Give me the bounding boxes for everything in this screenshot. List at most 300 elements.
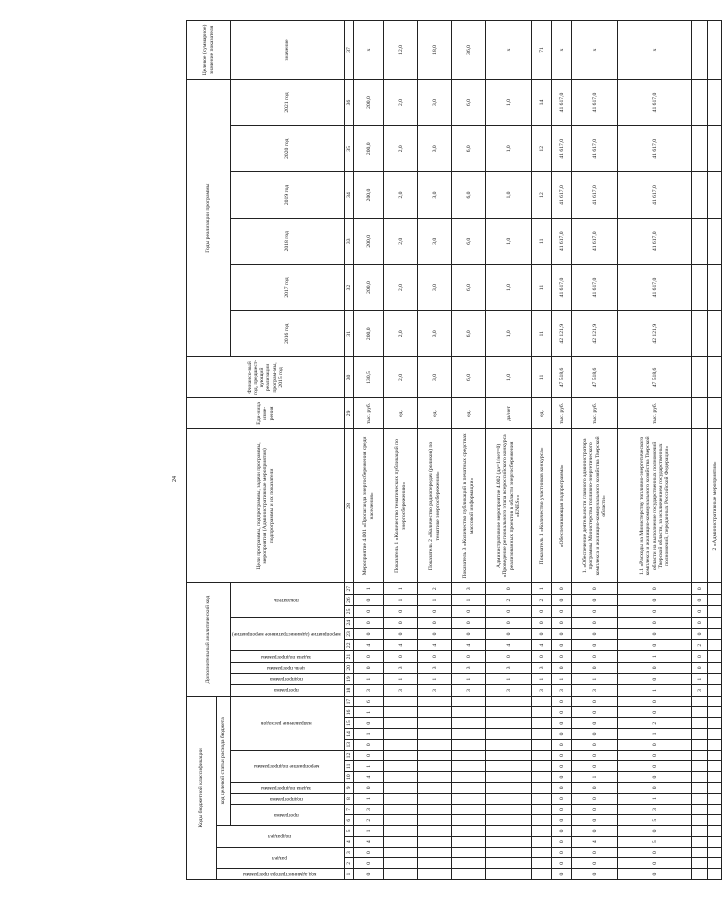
row-fin-year: 2,0	[384, 357, 418, 398]
code-cell: 2	[418, 583, 452, 594]
row-target: х	[552, 21, 572, 80]
header-section	[217, 847, 345, 869]
code-cell: 0	[618, 617, 692, 628]
row-year-value: 12	[532, 126, 552, 172]
row-year-value: 42 121,9	[572, 311, 618, 357]
code-cell	[384, 761, 418, 772]
code-cell: 1	[418, 674, 452, 685]
code-cell: 2	[692, 640, 708, 651]
row-year-value	[692, 126, 708, 172]
code-cell	[384, 836, 418, 847]
code-cell: 0	[572, 782, 618, 793]
row-year-value: 41 617,0	[618, 264, 692, 310]
code-cell: 0	[354, 847, 384, 858]
column-number: 14	[344, 729, 353, 740]
code-cell	[418, 718, 452, 729]
code-cell	[486, 729, 532, 740]
code-cell	[452, 750, 486, 761]
code-cell	[384, 804, 418, 815]
code-cell: 0	[552, 739, 572, 750]
row-year-value	[708, 172, 722, 218]
table-row	[354, 21, 384, 880]
header-admin-code	[217, 869, 345, 880]
code-cell	[708, 696, 722, 707]
row-year-value: 41 617,0	[572, 126, 618, 172]
code-cell	[692, 826, 708, 837]
header-article-4-label: мероприятие подпрограммы	[253, 763, 319, 770]
column-number: 31	[344, 311, 353, 357]
code-cell	[486, 696, 532, 707]
row-target	[692, 21, 708, 80]
code-cell: 0	[572, 739, 618, 750]
code-cell	[486, 707, 532, 718]
column-number: 28	[344, 429, 353, 583]
header-subsection	[217, 826, 345, 848]
header-analytic-3	[231, 662, 345, 673]
table-row	[552, 21, 572, 880]
row-year-value: 2,0	[384, 264, 418, 310]
code-cell	[384, 707, 418, 718]
code-cell	[708, 718, 722, 729]
code-cell	[452, 836, 486, 847]
code-cell: 0	[618, 847, 692, 858]
code-cell: 1	[572, 772, 618, 783]
code-cell	[708, 869, 722, 880]
row-text: Административное мероприятие 4.002 (да=1/нет=0) «Проведение регионального этапа всероссийского конкурса реализованных проектов в области энергосбережения «ENES»»	[486, 429, 532, 583]
code-cell: 1	[354, 583, 384, 594]
row-year-value: 200,0	[354, 264, 384, 310]
code-cell: 1	[486, 674, 532, 685]
row-fin-year	[692, 357, 708, 398]
code-cell: 0	[618, 707, 692, 718]
code-cell: 0	[618, 628, 692, 639]
code-cell: 4	[486, 640, 532, 651]
row-year-value: 3,0	[418, 79, 452, 125]
code-cell	[418, 804, 452, 815]
code-cell	[384, 729, 418, 740]
code-cell	[532, 729, 552, 740]
row-unit: тыс. руб.	[552, 398, 572, 429]
column-number: 12	[344, 750, 353, 761]
code-cell	[384, 739, 418, 750]
code-cell	[692, 761, 708, 772]
code-cell: 0	[618, 750, 692, 761]
code-cell	[384, 750, 418, 761]
code-cell	[708, 847, 722, 858]
header-article-3-label: задача подпрограммы	[261, 784, 312, 791]
header-year-2: 2017 год	[231, 264, 345, 310]
column-number: 25	[344, 606, 353, 617]
code-cell: 3	[572, 685, 618, 696]
code-cell: 0	[384, 606, 418, 617]
code-cell	[384, 858, 418, 869]
code-cell: 0	[552, 869, 572, 880]
code-cell: 0	[552, 662, 572, 673]
code-cell	[452, 739, 486, 750]
code-cell: 1	[354, 793, 384, 804]
row-unit	[708, 398, 722, 429]
code-cell	[486, 793, 532, 804]
header-analytic-4	[231, 651, 345, 662]
row-year-value: 1,0	[486, 218, 532, 264]
code-cell: 1	[532, 583, 552, 594]
code-cell: 0	[572, 847, 618, 858]
code-cell: 1	[618, 651, 692, 662]
code-cell	[708, 750, 722, 761]
column-number: 29	[344, 398, 353, 429]
row-year-value: 1,0	[486, 264, 532, 310]
code-cell: 0	[418, 617, 452, 628]
header-analytic-5-label: мероприятие (административное мероприятие)	[232, 631, 341, 637]
code-cell: 0	[354, 782, 384, 793]
row-year-value: 11	[532, 218, 552, 264]
code-cell	[692, 729, 708, 740]
row-target: х	[618, 21, 692, 80]
code-cell: 0	[572, 858, 618, 869]
code-cell	[708, 729, 722, 740]
row-target	[708, 21, 722, 80]
column-number: 23	[344, 628, 353, 639]
code-cell: 1	[384, 594, 418, 605]
code-cell	[452, 815, 486, 826]
header-subsection-label: подраздел	[267, 833, 291, 840]
code-cell: 0	[552, 793, 572, 804]
row-fin-year	[708, 357, 722, 398]
code-cell	[486, 718, 532, 729]
column-number: 24	[344, 617, 353, 628]
header-article-5-label: направление расходов	[260, 720, 312, 727]
code-cell	[692, 782, 708, 793]
code-cell: 0	[572, 729, 618, 740]
code-cell	[708, 583, 722, 594]
code-cell: 2	[486, 594, 532, 605]
code-cell: 3	[486, 685, 532, 696]
row-year-value: 41 617,0	[552, 218, 572, 264]
code-cell: 0	[572, 662, 618, 673]
code-cell: 3	[692, 685, 708, 696]
row-year-value: 200,0	[354, 172, 384, 218]
code-cell	[692, 718, 708, 729]
code-cell: 0	[532, 651, 552, 662]
code-cell: 0	[354, 718, 384, 729]
code-cell: 0	[618, 606, 692, 617]
code-cell: 1	[452, 594, 486, 605]
code-cell	[384, 718, 418, 729]
code-cell: 0	[552, 696, 572, 707]
row-fin-year: 47 518,6	[618, 357, 692, 398]
row-year-value	[692, 218, 708, 264]
table-row	[572, 21, 618, 880]
row-year-value: 6,0	[452, 79, 486, 125]
code-cell	[692, 847, 708, 858]
column-number: 5	[344, 826, 353, 837]
header-target-article: код целевой статьи расхода бюджета	[217, 696, 231, 825]
code-cell	[452, 718, 486, 729]
row-year-value: 41 617,0	[572, 172, 618, 218]
code-cell	[452, 804, 486, 815]
code-cell: 0	[452, 606, 486, 617]
row-text	[692, 429, 708, 583]
code-cell: 1	[618, 729, 692, 740]
row-year-value: 42 121,9	[618, 311, 692, 357]
code-cell: 0	[486, 583, 532, 594]
code-cell: 3	[354, 804, 384, 815]
code-cell: 3	[532, 662, 552, 673]
row-year-value: 41 617,0	[618, 218, 692, 264]
row-year-value: 41 617,0	[618, 172, 692, 218]
code-cell: 0	[572, 718, 618, 729]
page-number: 24	[172, 476, 178, 482]
column-number: 13	[344, 739, 353, 750]
code-cell: 0	[692, 594, 708, 605]
row-year-value: 12	[532, 172, 552, 218]
code-cell	[486, 739, 532, 750]
code-cell	[532, 869, 552, 880]
code-cell	[486, 858, 532, 869]
code-cell	[452, 793, 486, 804]
row-unit: ед.	[532, 398, 552, 429]
row-fin-year: 47 518,6	[572, 357, 618, 398]
code-cell: 0	[618, 696, 692, 707]
code-cell: 4	[354, 772, 384, 783]
code-cell: 0	[418, 651, 452, 662]
code-cell: 1	[572, 674, 618, 685]
code-cell	[692, 793, 708, 804]
code-cell	[708, 782, 722, 793]
code-cell: 1	[692, 674, 708, 685]
code-cell	[532, 761, 552, 772]
column-number: 19	[344, 674, 353, 685]
code-cell	[384, 696, 418, 707]
code-cell	[384, 772, 418, 783]
code-cell	[692, 804, 708, 815]
header-analytic-1-label: программа	[273, 687, 299, 694]
row-year-value	[708, 126, 722, 172]
code-cell	[532, 772, 552, 783]
code-cell	[486, 804, 532, 815]
column-number: 3	[344, 847, 353, 858]
code-cell: 0	[572, 815, 618, 826]
header-article-2	[231, 793, 345, 804]
code-cell	[708, 674, 722, 685]
code-cell: 1	[618, 793, 692, 804]
code-cell	[452, 782, 486, 793]
code-cell: 3	[452, 685, 486, 696]
code-cell	[692, 772, 708, 783]
row-year-value: 200,0	[354, 126, 384, 172]
row-year-value: 2,0	[384, 218, 418, 264]
code-cell: 1	[354, 826, 384, 837]
code-cell: 0	[692, 651, 708, 662]
header-article-3	[231, 782, 345, 793]
code-cell: 4	[384, 640, 418, 651]
column-number: 30	[344, 357, 353, 398]
row-unit: ед.	[384, 398, 418, 429]
code-cell	[708, 628, 722, 639]
row-year-value: 11	[532, 264, 552, 310]
row-target: х	[354, 21, 384, 80]
column-number: 7	[344, 804, 353, 815]
code-cell: 0	[532, 617, 552, 628]
code-cell	[418, 739, 452, 750]
row-year-value	[692, 79, 708, 125]
code-cell: 0	[618, 782, 692, 793]
table-row	[418, 21, 452, 880]
code-cell: 0	[572, 761, 618, 772]
code-cell: 1	[354, 707, 384, 718]
code-cell: 5	[618, 815, 692, 826]
code-cell	[692, 815, 708, 826]
column-number: 22	[344, 640, 353, 651]
row-year-value: 200,0	[354, 311, 384, 357]
row-year-value: 200,0	[354, 79, 384, 125]
row-year-value	[692, 311, 708, 357]
row-unit: тыс. руб.	[572, 398, 618, 429]
code-cell	[452, 761, 486, 772]
row-year-value	[708, 264, 722, 310]
code-cell	[708, 606, 722, 617]
row-year-value	[708, 218, 722, 264]
code-cell: 3	[354, 685, 384, 696]
code-cell	[532, 815, 552, 826]
code-cell: 0	[552, 729, 572, 740]
code-cell	[708, 761, 722, 772]
code-cell: 3	[384, 685, 418, 696]
row-year-value	[692, 172, 708, 218]
code-cell: 0	[486, 651, 532, 662]
header-article-4	[231, 750, 345, 782]
code-cell: 0	[572, 628, 618, 639]
code-cell: 0	[572, 750, 618, 761]
row-fin-year: 3,0	[418, 357, 452, 398]
code-cell: 0	[452, 617, 486, 628]
code-cell	[418, 858, 452, 869]
code-cell: 0	[452, 628, 486, 639]
code-cell: 3	[532, 685, 552, 696]
column-number: 16	[344, 707, 353, 718]
code-cell	[692, 696, 708, 707]
code-cell: 0	[384, 628, 418, 639]
row-year-value: 3,0	[418, 264, 452, 310]
row-year-value: 6,0	[452, 311, 486, 357]
code-cell	[452, 772, 486, 783]
row-year-value	[708, 311, 722, 357]
code-cell: 0	[692, 662, 708, 673]
row-text: Показатель 3 «Количество публикаций в печатных средствах массовой информации»	[452, 429, 486, 583]
row-year-value: 41 617,0	[572, 218, 618, 264]
code-cell: 1	[552, 674, 572, 685]
code-cell: 1	[452, 674, 486, 685]
code-cell: 0	[552, 628, 572, 639]
column-number: 27	[344, 583, 353, 594]
code-cell	[418, 836, 452, 847]
column-number: 17	[344, 696, 353, 707]
code-cell	[532, 847, 552, 858]
header-budget-codes: Коды бюджетной классификации	[187, 696, 217, 879]
code-cell: 4	[452, 640, 486, 651]
code-cell	[452, 729, 486, 740]
header-article-1-label: программа	[273, 811, 299, 818]
code-cell: 0	[532, 606, 552, 617]
code-cell: 3	[552, 685, 572, 696]
code-cell: 4	[418, 640, 452, 651]
code-cell: 4	[532, 640, 552, 651]
code-cell	[692, 869, 708, 880]
column-number: 26	[344, 594, 353, 605]
row-year-value: 14	[532, 79, 552, 125]
row-year-value: 200,0	[354, 218, 384, 264]
code-cell: 0	[552, 804, 572, 815]
code-cell: 0	[618, 640, 692, 651]
rotated-table-sheet	[170, 20, 718, 880]
code-cell: 0	[552, 782, 572, 793]
table-row	[532, 21, 552, 880]
row-unit: тыс. руб.	[354, 398, 384, 429]
header-year-5: 2020 год	[231, 126, 345, 172]
table-row	[486, 21, 532, 880]
column-number: 9	[344, 782, 353, 793]
code-cell: 0	[486, 617, 532, 628]
code-cell: 0	[452, 651, 486, 662]
code-cell	[532, 836, 552, 847]
row-year-value: 6,0	[452, 264, 486, 310]
row-text: 1. «Обеспечение деятельности главного администратора программы Министерства топливно-энергетического комплекса и жилищно-коммунального хозяйства Тверской области»	[572, 429, 618, 583]
code-cell: 0	[354, 628, 384, 639]
code-cell: 0	[572, 640, 618, 651]
code-cell	[708, 826, 722, 837]
code-cell	[452, 707, 486, 718]
code-cell	[418, 696, 452, 707]
row-unit: ед.	[418, 398, 452, 429]
row-year-value: 3,0	[418, 311, 452, 357]
code-cell: 3	[418, 685, 452, 696]
code-cell	[486, 869, 532, 880]
table-row	[452, 21, 486, 880]
row-year-value: 11	[532, 311, 552, 357]
code-cell	[532, 718, 552, 729]
code-cell	[418, 772, 452, 783]
code-cell: 0	[572, 583, 618, 594]
column-number: 2	[344, 858, 353, 869]
column-number: 4	[344, 836, 353, 847]
code-cell	[708, 685, 722, 696]
header-year-4: 2019 год	[231, 172, 345, 218]
code-cell: 0	[572, 804, 618, 815]
code-cell: 0	[552, 594, 572, 605]
code-cell: 3	[452, 662, 486, 673]
code-cell	[418, 761, 452, 772]
code-cell	[708, 707, 722, 718]
code-cell: 0	[618, 826, 692, 837]
column-number: 6	[344, 815, 353, 826]
code-cell: 0	[552, 750, 572, 761]
column-number: 15	[344, 718, 353, 729]
code-cell: 0	[486, 606, 532, 617]
column-number: 20	[344, 662, 353, 673]
row-fin-year: 130,5	[354, 357, 384, 398]
row-year-value	[692, 264, 708, 310]
code-cell: 1	[354, 674, 384, 685]
code-cell: 0	[354, 858, 384, 869]
row-year-value	[708, 79, 722, 125]
row-year-value: 1,0	[486, 311, 532, 357]
code-cell: 0	[354, 617, 384, 628]
code-cell	[384, 826, 418, 837]
code-cell: 0	[354, 869, 384, 880]
row-year-value: 41 617,0	[552, 172, 572, 218]
row-fin-year: 6,0	[452, 357, 486, 398]
code-cell	[418, 826, 452, 837]
